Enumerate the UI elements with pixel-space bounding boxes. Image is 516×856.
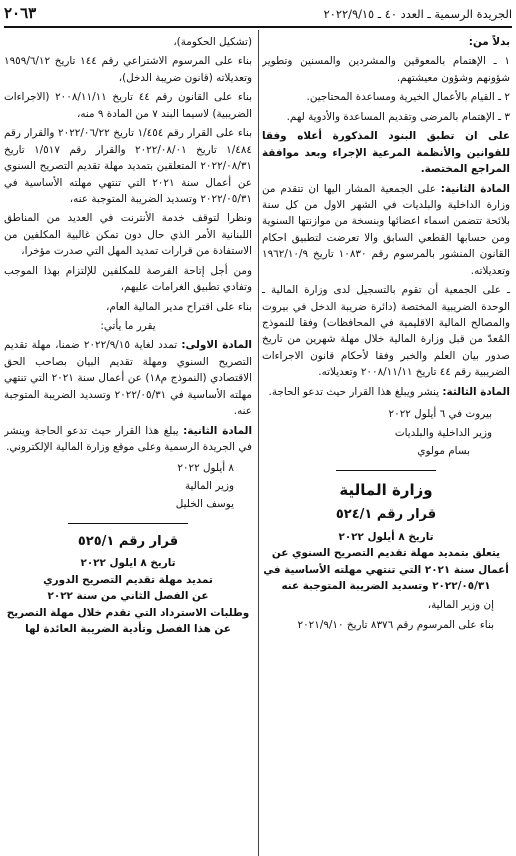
left-column — [4, 34, 252, 856]
section-separator — [336, 470, 436, 471]
page-header — [4, 2, 512, 28]
place-date: بيروت في ٦ أيلول ٢٠٢٢ — [388, 408, 492, 421]
paragraph: بناء على اقتراح مدير المالية العام، — [106, 300, 252, 313]
preamble: إن وزير المالية، — [427, 599, 494, 612]
list-item: ١ ـ الإهتمام بالمعوقين والمشردين والمسنين وتطوير شؤونهم وشؤون معيشتهم. — [262, 55, 510, 84]
decision-date: تاريخ ٨ أيلول ٢٠٢٢ — [338, 530, 434, 543]
article-text: على الجمعية المشار اليها ان تتقدم من وزارة الداخلية والبلديات في الشهر الاول من كل سنة بلائحة تتضمن اسماء اعضائها وبنسخة من موازنتها السنوية ومن حسابها القطعي السابق والا تعرضت لتطبيق احكام القانون المنشور بالمرسوم رقم ١٠٨٣٠ تاريخ ١٩٦٢/١٠/٩ وتعديلاته. — [262, 182, 510, 277]
ministry-heading: وزارة المالية — [339, 480, 433, 499]
article-label: المادة الاولى: — [181, 339, 252, 352]
instead-of-label: بدلاً من: — [468, 36, 510, 48]
signature-block — [4, 460, 252, 513]
decision-subject-line: عن الفصل الثاني من سنة ٢٠٢٢ — [47, 590, 209, 603]
section-separator — [68, 523, 188, 524]
article-label: المادة الثالثة: — [442, 385, 510, 398]
decision-number: قرار رقم ٥٢٤/١ — [335, 507, 437, 523]
decision-subject: يتعلق بتمديد مهلة تقديم التصريح السنوي عن أعمال سنة ٢٠٢١ التي تنتهي مهلته الأساسية في ٢٠٢٢/٠٥/٣١ وتسديد الضريبة المتوجبة عنه — [263, 547, 509, 593]
preamble-decree: بناء على المرسوم رقم ٨٣٧٦ تاريخ ٢٠٢١/٩/١٠ — [297, 618, 494, 631]
signature-date: ٨ أيلول ٢٠٢٢ — [177, 461, 234, 474]
list-item: ٢ ـ القيام بالأعمال الخيرية ومساعدة المحتاجين. — [306, 91, 510, 104]
column-divider — [258, 30, 259, 856]
paragraph: بناء على المرسوم الاشتراعي رقم ١٤٤ تاريخ ١٩٥٩/٦/١٢ وتعديلاته (قانون ضريبة الدخل)، — [4, 55, 252, 84]
signature-block — [262, 406, 510, 459]
decision-subject-line: تمديد مهلة تقديم التصريح الدوري — [43, 573, 213, 586]
paragraph: ونظرا لتوقف خدمة الأنترنت في العديد من المناطق اللبنانية الأمر الذي حال دون تمكن غالبية المكلفين من الاستفادة من قرارات تمديد المهل التي صدرت مؤخرا، — [4, 212, 252, 258]
decision-subject-line: وطلبات الاسترداد التي تقدم خلال مهلة التصريح عن هذا الفصل وتأدية الضريبة العائدة لها — [6, 606, 250, 636]
minister-name: يوسف الخليل — [175, 498, 234, 511]
minister-title: وزير الداخلية والبلديات — [394, 426, 492, 439]
paragraph: بناء على القرار رقم ١/٤٥٤ تاريخ ٢٠٢٢/٠٦/٢٢ والقرار رقم ١/٤٨٤ تاريخ ٢٠٢٢/٠٨/٠١ والقرار رقم ١/٥١٧ تاريخ ٢٠٢٢/٠٨/٣١ المتعلقين بتمديد مهلة تقديم التصريح السنوي عن أعمال سنة ٢٠٢١ التي تنتهي مهلته الأساسية في ٢٠٢٢/٠٥/٣١ وتسديد الضريبة المتوجبة عنه، — [4, 127, 252, 205]
article-label: المادة الثانية: — [183, 424, 252, 437]
condition-clause: على ان تطبق البنود المذكورة أعلاه وفقا للقوانين والأنظمة المرعية الإجراء وبعد موافقة المراجع المختصة. — [262, 130, 510, 176]
list-item: ٣ ـ الإهتمام بالمرضى وتقديم المساعدة والأدوية لهم. — [286, 110, 510, 123]
right-column — [262, 34, 510, 856]
paragraph: ومن أجل إتاحة الفرصة للمكلفين للإلتزام بهذا الموجب وتفادي تطبيق الغرامات عليهم، — [4, 264, 252, 294]
decides-heading: يقرر ما يأتي: — [100, 320, 156, 332]
gazette-title: الجريدة الرسمية ـ العدد ٤٠ ـ ٢٠٢٢/٩/١٥ — [323, 6, 512, 21]
decision-number: قرار رقم ٥٢٥/١ — [77, 533, 179, 549]
decision-date: تاريخ ٨ ايلول ٢٠٢٢ — [80, 557, 176, 570]
article-2 — [4, 423, 252, 456]
paragraph: (تشكيل الحكومة)، — [173, 36, 252, 48]
paragraph: بناء على القانون رقم ٤٤ تاريخ ٢٠٠٨/١١/١١ (الاجراءات الضريبية) لاسيما البند ٧ من المادة ٩ منه، — [4, 91, 252, 120]
page-number: ٢٠٦٣ — [4, 4, 37, 23]
minister-name: بسام مولوي — [417, 445, 470, 458]
article-2-b: ـ على الجمعية أن تقوم بالتسجيل لدى وزارة المالية ـ الوحدة الضريبية المختصة (دائرة ضريبة الدخل في بيروت والمصالح المالية الاقليمية في المحافظات) وفقا للنموذج المُعدّ من قبل وزارة المالية خلال مهلة شهرين من تاريخ صدور بيان العلم والخبر وفقا لأحكام قانون الاجراءات الضريبية رقم ٤٤ تاريخ ٢٠٠٨/١١/١١ وتعديلاته. — [262, 284, 510, 379]
article-label: المادة الثانية: — [440, 182, 510, 195]
article-1 — [4, 337, 252, 419]
article-text: ينشر ويبلغ هذا القرار حيث تدعو الحاجة. — [268, 385, 440, 398]
minister-title: وزير المالية — [184, 479, 234, 492]
article-text: تمدد لغاية ٢٠٢٢/٩/١٥ ضمنا، مهلة تقديم التصريح السنوي ومهلة تقديم البيان بصاحب الحق الاقتصادي (النموذج م١٨) عن أعمال سنة ٢٠٢١ التي تنتهي مهلته الأساسية في ٢٠٢٢/٠٥/٣١ وتسديد الضريبة المتوجبة عنه. — [4, 339, 252, 418]
article-3 — [262, 384, 510, 400]
article-2 — [262, 181, 510, 280]
article-text: يبلغ هذا القرار حيث تدعو الحاجة وينشر في الجريدة الرسمية وعلى موقع وزارة المالية الإلكتروني. — [4, 424, 252, 454]
